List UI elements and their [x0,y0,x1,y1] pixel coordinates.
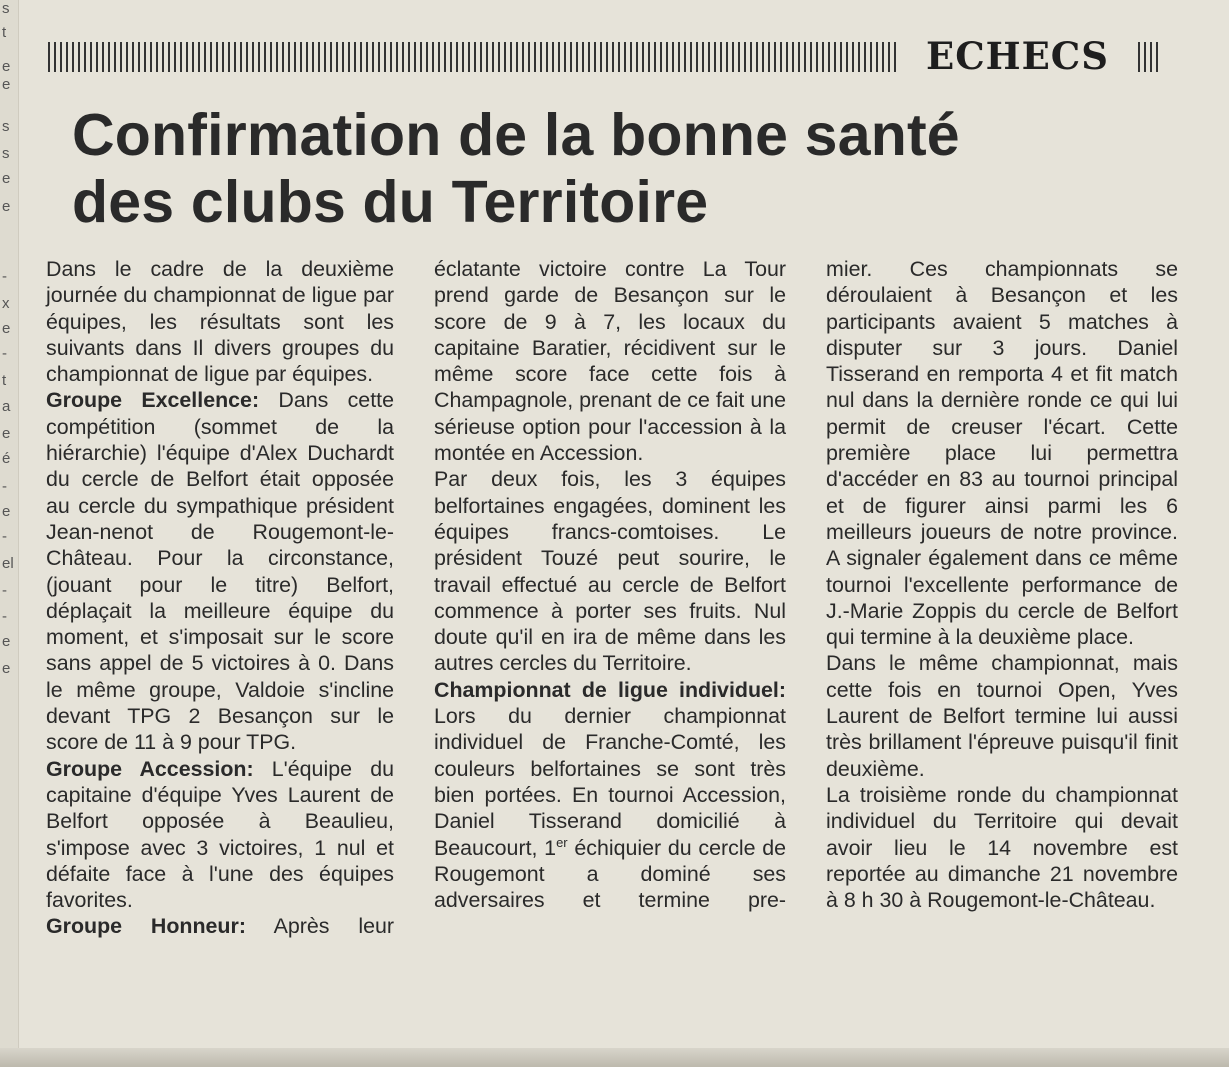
paragraph-text: Lors du dernier championnat individuel de Franche-Comté, les couleurs belfortaines se sont très bien portées. En tournoi Accession, Daniel Tisserand domicilié à Beaucourt, 1 [434,704,786,860]
margin-letter: e [2,633,11,650]
paragraph-text: Dans cette compétition (sommet de la hiérarchie) l'équipe d'Alex Duchardt du cercle de Belfort était opposée au cercle du sympathique président Jean-nenot de Rougemont-le-Château. Pour la circonstance, (jouant pour le titre) Belfort, déplaçait la meilleure équipe du moment, et s'imposait sur le score sans appel de 5 victoires à 0. Dans le même groupe, Valdoie s'incline devant TPG 2 Besançon sur le score de 11 à 9 pour TPG. [46,388,394,755]
margin-letter: s [2,145,10,162]
margin-letter: é [2,450,11,467]
paragraph-text: L'équipe du capitaine d'équipe Yves Laurent de Belfort opposée à Beaulieu, s'impose avec 3 victoires, 1 nul et défaite face à l'une des équipes favorites. [46,756,394,913]
paragraph [826,650,1178,781]
margin-letter: - [2,268,7,285]
article-column-2 [434,256,786,913]
margin-letter: el [2,555,14,572]
section-header [48,34,1158,78]
paragraph [46,756,394,914]
paragraph-text: Dans le même championnat, mais cette fois en tournoi Open, Yves Laurent de Belfort termine lui aussi très brillament l'épreuve puisqu'il finit deuxième. [826,651,1178,781]
paragraph [434,677,786,914]
paragraph [826,256,1178,650]
margin-letter: e [2,425,11,442]
article-headline [72,102,960,236]
margin-letter: e [2,660,11,677]
margin-letter: - [2,528,7,545]
paragraph [434,466,786,676]
margin-letter: a [2,398,11,415]
margin-letter: e [2,170,11,187]
paragraph-lead: Championnat de ligue individuel: [434,677,786,702]
paragraph-lead: Groupe Excellence: [46,388,260,413]
article-column-3 [826,256,1178,913]
paragraph-text-tail: échiquier du cercle de Rougemont a dominé ses adversaires et termine pre- [434,835,786,913]
paragraph-text: éclatante victoire contre La Tour prend garde de Besançon sur le score de 9 à 7, les locaux du capitaine Baratier, récidivent sur le même score face cette fois à Champagnole, prenant de ce fait une sérieuse option pour l'accession à la montée en Accession. [434,257,787,466]
margin-letter: e [2,320,11,337]
margin-letter: e [2,76,11,93]
paragraph-text: La troisième ronde du championnat individuel du Territoire qui devait avoir lieu le 14 novembre est reportée au dimanche 21 novembre à 8 h 30 à Rougemont-le-Château. [826,782,1178,913]
paragraph [434,256,786,466]
margin-letter: - [2,582,7,599]
paragraph-lead: Groupe Accession: [46,756,254,781]
margin-letter: e [2,58,11,75]
paragraph [46,256,394,387]
paragraph-text: Après leur [245,914,394,939]
paragraph-lead: Groupe Honneur: [46,914,246,939]
headline-line-2: des clubs du Territoire [72,169,709,235]
margin-letter: - [2,478,7,495]
section-title: ECHECS [926,34,1109,78]
headline-line-1: Confirmation de la bonne santé [72,102,960,168]
article-column-1 [46,256,394,940]
margin-letter: s [2,0,10,17]
paragraph-text: Dans le cadre de la deuxième journée du championnat de ligue par équipes, les résultats sont les suivants dans Il divers groupes du championnat de ligue par équipes. [46,257,394,387]
margin-letter: x [2,295,10,312]
decorative-rule-right [1138,42,1158,72]
paragraph-text: mier. Ces championnats se déroulaient à Besançon et les participants avaient 5 matches à disputer sur 3 jours. Daniel Tisserand en remporta 4 et fit match nul dans la dernière ronde ce qui lui permit de creuser l'écart. Cette première place lui permettra d'accéder en 83 au tournoi principal et de figurer ainsi parmi les 6 meilleurs joueurs de notre province. A signaler également dans ce même tournoi l'excellente performance de J.-Marie Zoppis du cercle de Belfort qui termine à la deuxième place. [826,257,1178,650]
paragraph [826,782,1178,913]
paragraph [46,387,394,755]
left-page-margin [0,0,19,1067]
superscript: er [556,834,568,850]
margin-letter: e [2,503,11,520]
paragraph-text: Par deux fois, les 3 équipes belfortaines engagées, dominent les équipes francs-comtoises. Le président Touzé peut sourire, le travail effectué au cercle de Belfort commence à porter ses fruits. Nul doute qu'il en ira de même dans les autres cercles du Territoire. [434,467,786,676]
margin-letter: e [2,198,11,215]
page-bottom-edge [0,1048,1229,1067]
margin-letter: - [2,608,7,625]
margin-letter: - [2,345,7,362]
margin-letter: t [2,372,7,389]
paragraph [46,913,394,939]
margin-letter: t [2,24,7,41]
decorative-rule-left [48,42,898,72]
margin-letter: s [2,118,10,135]
